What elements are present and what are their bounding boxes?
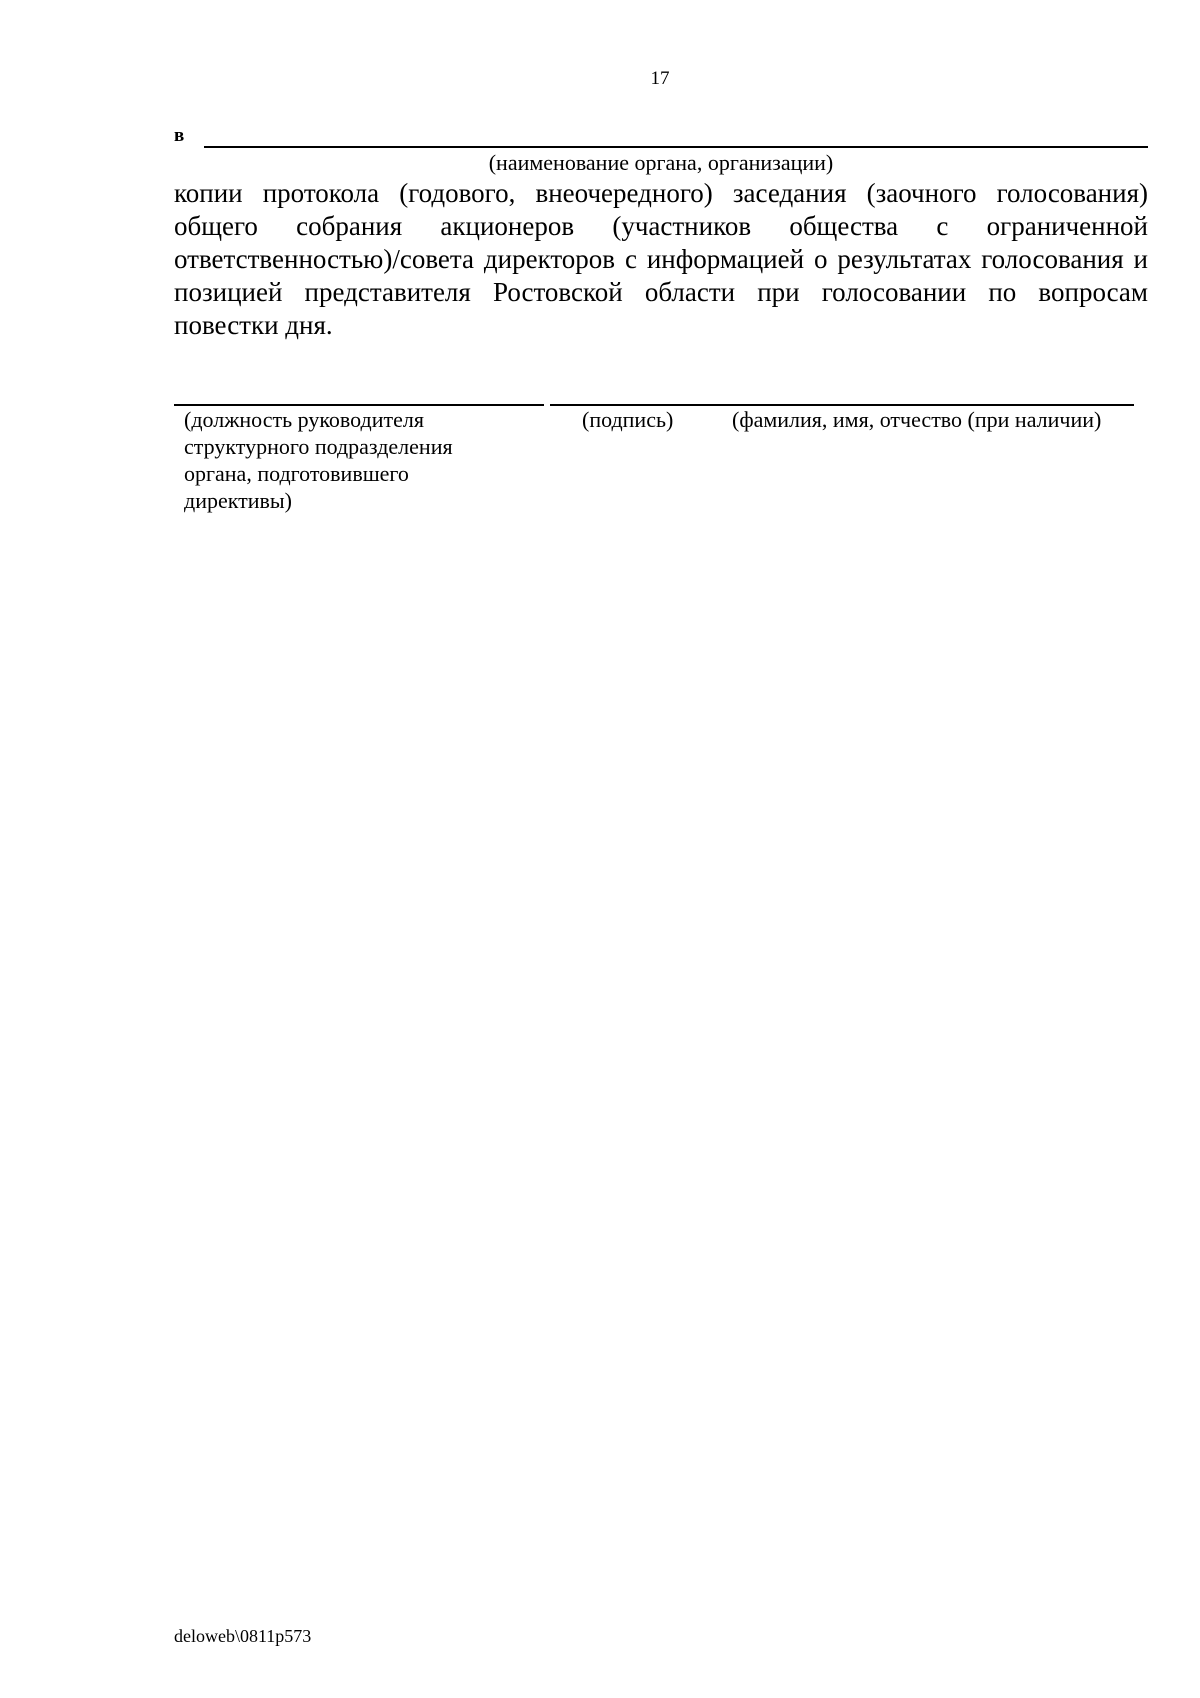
recipient-underline bbox=[204, 146, 1148, 148]
recipient-prefix: в bbox=[174, 125, 185, 146]
page-number: 17 bbox=[650, 68, 670, 89]
body-paragraph: копии протокола (годового, внеочередного) заседания (заочного голосования) общего собрания акционеров (участников общества с ограниченной ответственностью)/совета директоров с информацией о результатах голосования и позицией представителя Ростовской области при голосовании по вопросам повестки дня. bbox=[174, 178, 1148, 340]
signature-caption: (подпись) bbox=[582, 407, 674, 432]
recipient-line bbox=[174, 120, 1148, 150]
position-caption bbox=[184, 406, 544, 514]
position-caption-line: структурного подразделения bbox=[184, 434, 453, 459]
document-code: deloweb\0811p573 bbox=[174, 1626, 312, 1646]
recipient-caption: (наименование органа, организации) bbox=[488, 150, 834, 175]
position-caption-line: директивы) bbox=[184, 488, 293, 513]
position-caption-line: (должность руководителя bbox=[184, 407, 424, 432]
position-caption-line: органа, подготовившего bbox=[184, 461, 409, 486]
full-name-caption: (фамилия, имя, отчество (при наличии) bbox=[732, 407, 1102, 432]
